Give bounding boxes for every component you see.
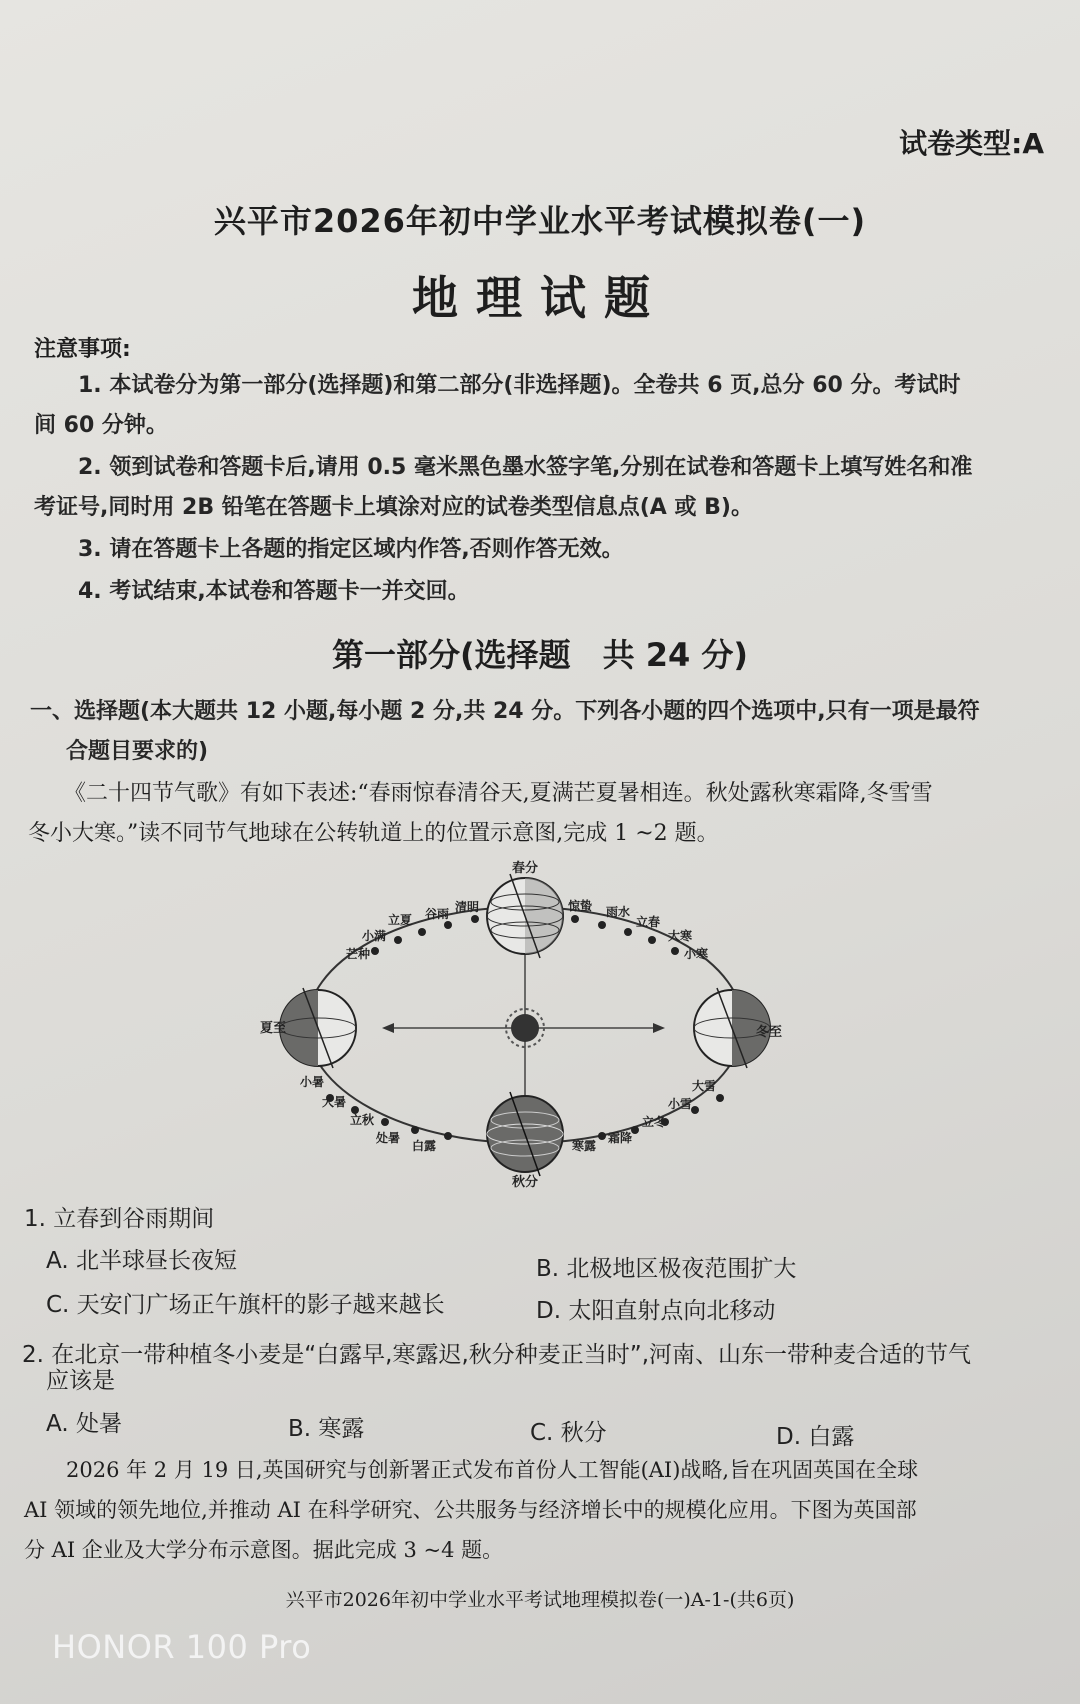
note-item-1-line1: 1. 本试卷分为第一部分(选择题)和第二部分(非选择题)。全卷共 6 页,总分 60 分。考试时 xyxy=(78,373,961,398)
label-lidong: 立冬 xyxy=(642,1115,667,1129)
label-dashu: 大暑 xyxy=(322,1095,347,1109)
label-mangzhong: 芒种 xyxy=(346,947,371,961)
label-chunfen: 春分 xyxy=(511,861,539,876)
label-qiufen: 秋分 xyxy=(511,1175,539,1190)
part1-title: 第一部分(选择题 共 24 分) xyxy=(331,636,749,674)
q2-option-a: A. 处暑 xyxy=(46,1411,122,1437)
label-dahan: 大寒 xyxy=(668,929,693,943)
part1-instruction-line2: 合题目要求的) xyxy=(66,739,209,764)
intro-line2: 冬小大寒。”读不同节气地球在公转轨道上的位置示意图,完成 1 ~2 题。 xyxy=(28,821,719,846)
q2-stem-line2: 应该是 xyxy=(46,1368,115,1394)
q1-option-c: C. 天安门广场正午旗杆的影子越来越长 xyxy=(46,1292,445,1318)
exam-title: 兴平市2026年初中学业水平考试模拟卷(一) xyxy=(213,202,867,240)
label-yushui: 雨水 xyxy=(606,905,631,919)
arrow-left xyxy=(382,1023,394,1033)
passage-line3: 分 AI 企业及大学分布示意图。据此完成 3 ~4 题。 xyxy=(24,1538,504,1562)
note-item-4: 4. 考试结束,本试卷和答题卡一并交回。 xyxy=(78,579,470,604)
subject-title: 地理试题 xyxy=(412,271,668,325)
label-xiaohan: 小寒 xyxy=(684,947,709,961)
label-daxue: 大雪 xyxy=(692,1079,717,1093)
note-item-2-line2: 考证号,同时用 2B 铅笔在答题卡上填涂对应的试卷类型信息点(A 或 B)。 xyxy=(34,495,753,520)
label-jingzhe: 惊蛰 xyxy=(568,899,593,913)
paper-type-label: 试卷类型:A xyxy=(899,127,1044,160)
label-lichun: 立春 xyxy=(636,915,661,929)
label-xiazhi: 夏至 xyxy=(260,1021,287,1036)
sun-icon xyxy=(506,1009,544,1047)
passage-line1: 2026 年 2 月 19 日,英国研究与创新署正式发布首份人工智能(AI)战略,旨在巩固英国在全球 xyxy=(66,1458,919,1482)
q1-option-d: D. 太阳直射点向北移动 xyxy=(536,1298,776,1324)
label-xiaoman: 小满 xyxy=(362,929,387,943)
label-dongzhi: 冬至 xyxy=(756,1025,783,1040)
note-item-1-line2: 间 60 分钟。 xyxy=(34,413,168,438)
notes-heading: 注意事项: xyxy=(34,337,131,362)
note-item-2-line1: 2. 领到试卷和答题卡后,请用 0.5 毫米黑色墨水签字笔,分别在试卷和答题卡上填写姓名和准 xyxy=(78,455,973,480)
label-lixia: 立夏 xyxy=(388,913,413,927)
intro-line1: 《二十四节气歌》有如下表述:“春雨惊春清谷天,夏满芒夏暑相连。秋处露秋寒霜降,冬雪雪 xyxy=(64,781,933,806)
part1-instruction-line1: 一、选择题(本大题共 12 小题,每小题 2 分,共 24 分。下列各小题的四个选项中,只有一项是最符 xyxy=(30,699,980,724)
q1-option-a: A. 北半球昼长夜短 xyxy=(46,1248,237,1274)
earth-qiufen-icon xyxy=(487,1092,563,1176)
q2-option-c: C. 秋分 xyxy=(530,1420,607,1446)
note-item-3: 3. 请在答题卡上各题的指定区域内作答,否则作答无效。 xyxy=(78,537,624,562)
label-xiaoshu: 小暑 xyxy=(300,1075,325,1089)
label-guyu: 谷雨 xyxy=(425,907,450,921)
orbit-diagram xyxy=(260,860,790,1190)
label-hanlu: 寒露 xyxy=(572,1139,597,1153)
q2-option-d: D. 白露 xyxy=(776,1424,855,1450)
q2-stem-line1: 2. 在北京一带种植冬小麦是“白露早,寒露迟,秋分种麦正当时”,河南、山东一带种麦合适的节气 xyxy=(22,1342,972,1368)
earth-xiazhi-icon xyxy=(280,988,356,1068)
camera-watermark: HONOR 100 Pro xyxy=(52,1628,312,1666)
q1-option-b: B. 北极地区极夜范围扩大 xyxy=(536,1256,797,1282)
label-shuangjiang: 霜降 xyxy=(608,1131,633,1145)
arrow-right xyxy=(653,1023,665,1033)
q2-option-b: B. 寒露 xyxy=(288,1416,365,1442)
label-liqiu: 立秋 xyxy=(350,1113,375,1127)
label-bailu: 白露 xyxy=(412,1139,437,1153)
page-footer: 兴平市2026年初中学业水平考试地理模拟卷(一)A-1-(共6页) xyxy=(285,1589,795,1611)
label-qingming: 清明 xyxy=(455,900,480,914)
earth-chunfen-icon xyxy=(487,874,563,958)
label-xiaoxue: 小雪 xyxy=(668,1097,693,1111)
label-chushu: 处暑 xyxy=(376,1131,401,1145)
q1-stem: 1. 立春到谷雨期间 xyxy=(24,1206,215,1232)
passage-line2: AI 领域的领先地位,并推动 AI 在科学研究、公共服务与经济增长中的规模化应用。下图为英国部 xyxy=(24,1498,917,1522)
